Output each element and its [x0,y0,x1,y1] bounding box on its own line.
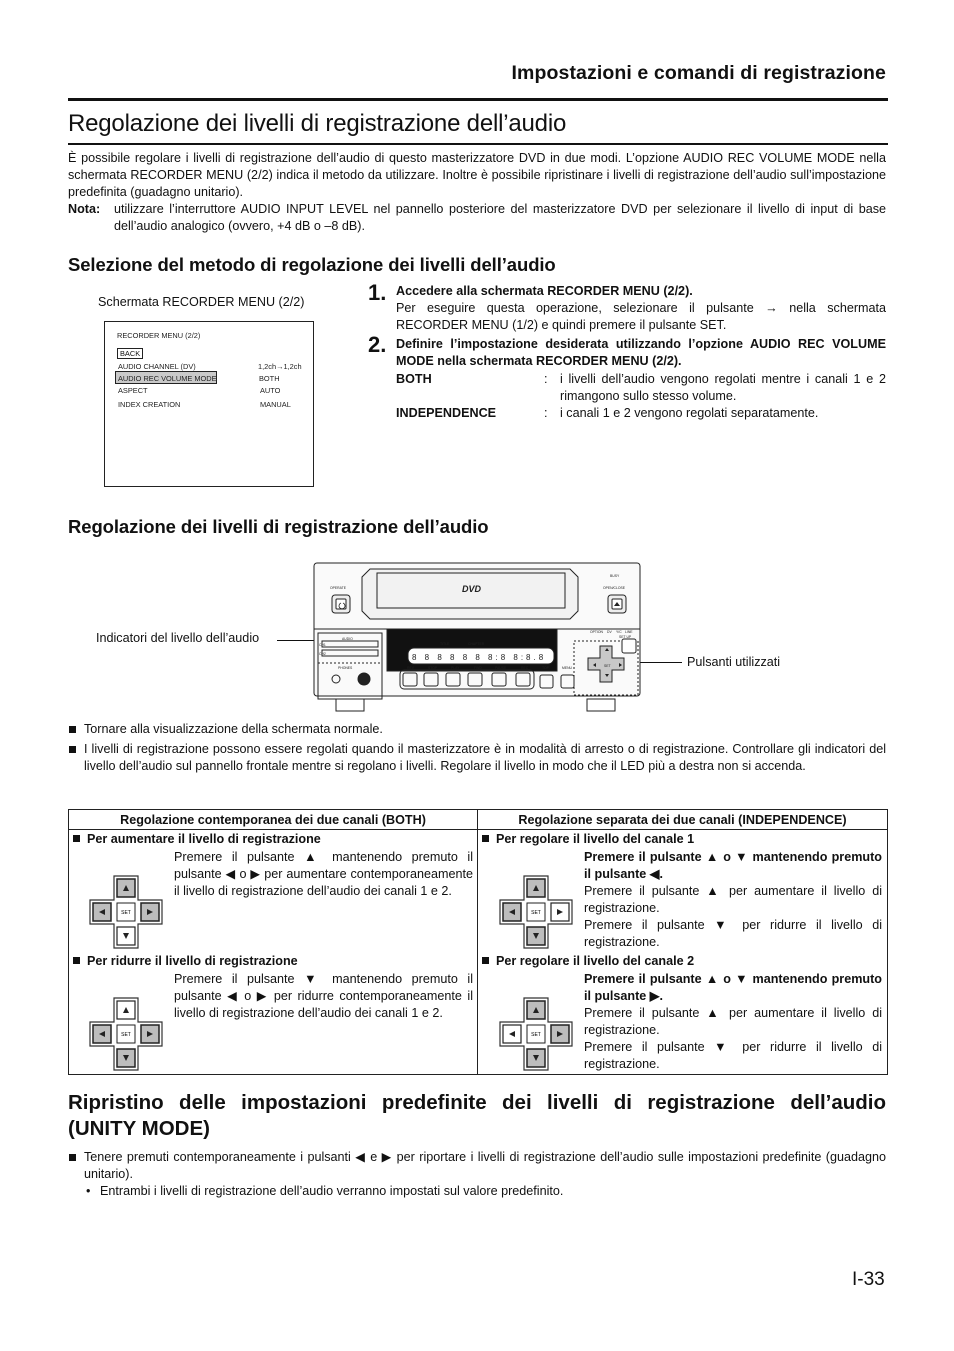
title-rule [68,143,888,145]
bullet-square-icon [69,746,76,753]
section-header: Impostazioni e comandi di registrazione [511,62,886,84]
dpad-ch1-icon [498,874,574,950]
svg-text:Y/C: Y/C [616,630,622,634]
menu-back-button[interactable]: BACK [117,348,143,359]
comparison-table [68,809,888,1075]
svg-text:REC: REC [521,666,529,670]
bullet-dot-icon: • [86,1184,91,1198]
menu-row-label[interactable]: INDEX CREATION [118,400,181,409]
bullet-square-icon [69,1154,76,1161]
note-label: Nota: [68,202,101,216]
svg-text:LINE: LINE [625,630,633,634]
block-title: Per aumentare il livello di registrazione [73,832,321,846]
svg-text:REV: REV [407,666,414,670]
svg-text:SET: SET [531,1032,541,1038]
svg-text:SET: SET [121,1032,131,1038]
menu-row-value: MANUAL [260,400,291,409]
block-title: Per regolare il livello del canale 1 [482,832,694,846]
svg-text:OPTION: OPTION [590,630,603,634]
step-number: 1. [368,280,387,305]
block-title: Per ridurre il livello di registrazione [73,954,298,968]
block-title: Per regolare il livello del canale 2 [482,954,694,968]
svg-text:8 8 8 8 8 8 8:8 8:8.8: 8 8 8 8 8 8 8:8 8:8.8 [412,653,547,662]
svg-text:MENU: MENU [562,666,572,670]
sub-bullet-item: • Entrambi i livelli di registrazione dell’audio verranno impostati sul valore predefinito. [86,1184,564,1198]
step-number: 2. [368,332,387,357]
menu-caption: Schermata RECORDER MENU (2/2) [98,295,305,309]
column-header-independence: Regolazione separata dei due canali (INDEPENDENCE) [478,810,888,830]
dpad-up-lr-icon [88,874,164,950]
menu-row-value: AUTO [260,386,281,395]
callout-buttons-used: Pulsanti utilizzati [687,655,781,669]
dpad-ch2-icon [498,996,574,1072]
step-title: Definire l’impostazione desiderata utilizzando l’opzione AUDIO REC VOLUME MODE nella schermata RECORDER MENU (2/2). [396,337,886,368]
column-header-both: Regolazione contemporanea dei due canali (BOTH) [69,810,478,830]
block-text: Premere il pulsante ▲ o ▼ mantenendo premuto il pulsante ◀. Premere il pulsante ▲ per aumentare il livello di registrazione. Premere il pulsante ▼ per ridurre il livello di registrazione. [584,850,882,949]
svg-text:CH1: CH1 [319,643,326,647]
header-rule [68,98,888,101]
bullet-item: Tornare alla visualizzazione della schermata normale. [68,721,886,738]
menu-row-label[interactable]: AUDIO REC VOLUME MODE [118,374,217,383]
step-1 [396,283,886,334]
svg-text:CH2: CH2 [319,652,326,656]
arrow-right-icon: → [765,301,778,315]
section-title-method: Selezione del metodo di regolazione dei livelli dell’audio [68,254,556,275]
svg-text:PHONES: PHONES [338,666,353,670]
callout-audio-indicators: Indicatori del livello dell’audio [96,631,260,645]
block-text: Premere il pulsante ▼ mantenendo premuto il pulsante ◀ o ▶ per ridurre contemporaneamente il livello di registrazione dell’audio dei canali 1 e 2. [174,972,473,1020]
svg-text:PAUSE: PAUSE [495,666,507,670]
block-text: Premere il pulsante ▲ mantenendo premuto il pulsante ◀ o ▶ per aumentare contemporaneamente il livello di registrazione dell’audio dei canali 1 e 2. [174,850,473,898]
step-title: Accedere alla schermata RECORDER MENU (2/2). [396,284,693,298]
svg-text:SET UP: SET UP [619,635,632,639]
svg-text:AUDIO: AUDIO [342,637,353,641]
svg-text:DVD: DVD [462,584,482,594]
svg-text:PLAY: PLAY [451,666,460,670]
bullet-item: Tenere premuti contemporaneamente i pulsanti ◀ e ▶ per riportare i livelli di registrazione dell’audio sulle impostazioni predefinite (guadagno unitario). [68,1149,886,1183]
bullet-item: I livelli di registrazione possono essere regolati quando il masterizzatore è in modalità di arresto o di registrazione. Controllare gli indicatori del livello dell’audio sul pannello frontale mentre si regolano i livelli. Regolare il livello in modo che il LED più a destra non si accenda. [68,741,886,775]
svg-text:TOP: TOP [542,666,549,670]
section-title-adjust: Regolazione dei livelli di registrazione dell’audio [68,516,489,537]
svg-text:TITLE: TITLE [440,642,450,646]
recorder-menu-screen [104,321,314,487]
note [68,201,886,235]
menu-title: RECORDER MENU (2/2) [117,331,201,340]
block-text: Premere il pulsante ▲ o ▼ mantenendo premuto il pulsante ▶. Premere il pulsante ▲ per aumentare il livello di registrazione. Premere il pulsante ▼ per ridurre il livello di registrazione. [584,972,882,1071]
svg-text:SET: SET [604,664,611,668]
svg-text:SET: SET [531,910,541,916]
menu-row-label[interactable]: AUDIO CHANNEL (DV) [118,362,196,371]
menu-row-value: BOTH [259,374,280,383]
svg-text:CHAPTER: CHAPTER [468,642,485,646]
page-number: I-33 [852,1269,885,1290]
svg-text:BUSY: BUSY [610,574,620,578]
svg-text:FWD: FWD [474,666,482,670]
page-title: Regolazione dei livelli di registrazione dell’audio [68,110,567,137]
dpad-down-lr-icon [88,996,164,1072]
svg-text:OPEN/CLOSE: OPEN/CLOSE [603,586,626,590]
svg-text:STOP: STOP [428,666,438,670]
note-text: utilizzare l’interruttore AUDIO INPUT LEVEL nel pannello posteriore del masterizzatore DVD per selezionare il livello di input di base dell’audio analogico (ovvero, +4 dB o –8 dB). [114,202,886,233]
menu-row-label[interactable]: ASPECT [118,386,148,395]
bullet-list [68,721,886,775]
intro-paragraph: È possibile regolare i livelli di registrazione dell’audio di questo masterizzatore DVD in due modi. L’opzione AUDIO REC VOLUME MODE nella schermata RECORDER MENU (2/2) indica il metodo da utilizzare. Inoltre è possibile ripristinare i livelli di registrazione dell’audio sull’impostazione predefinita (guadagno unitario). [68,151,886,199]
both-cell [69,830,478,1075]
step-text: Per eseguire questa operazione, selezionare il pulsante → nella schermata RECORDER MENU (1/2) e quindi premere il pulsante SET. [396,301,887,332]
operate-label: OPERATE [330,586,346,590]
unity-bullets [68,1149,886,1200]
independence-cell [478,830,888,1075]
svg-text:DV: DV [607,630,612,634]
menu-row-value: 1,2ch→1,2ch [258,362,302,371]
svg-text:SET: SET [121,910,131,916]
bullet-square-icon [69,726,76,733]
dvd-recorder-front-panel [312,561,642,713]
section-title-unity-mode: Ripristino delle impostazioni predefinite dei livelli di registrazione dell’audio (UNITY MODE) [68,1091,886,1140]
